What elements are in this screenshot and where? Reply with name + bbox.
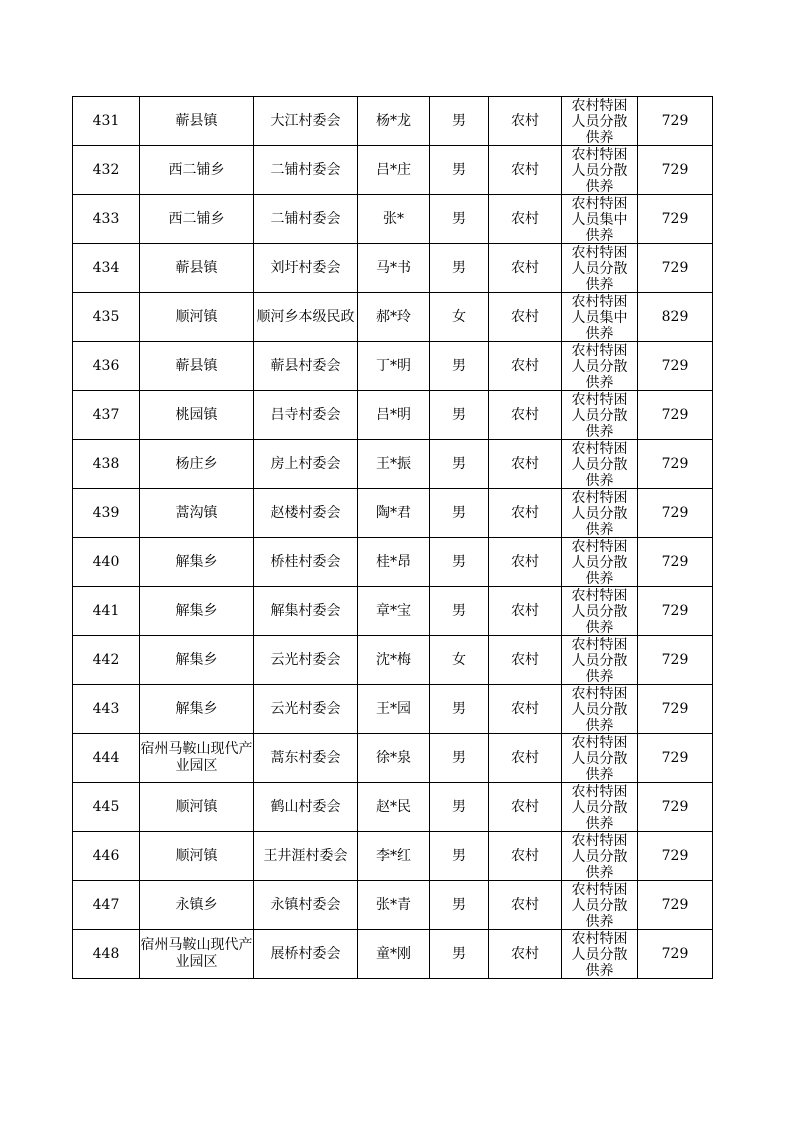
cell-amount: 729 xyxy=(638,244,713,293)
support-category-text: 农村特困人员分散供养 xyxy=(571,489,628,537)
cell-support-category xyxy=(562,783,638,832)
cell-support-category xyxy=(562,342,638,391)
cell-serial-number: 437 xyxy=(73,391,140,440)
cell-amount: 729 xyxy=(638,489,713,538)
table-row xyxy=(73,391,713,440)
cell-area-type: 农村 xyxy=(489,832,562,881)
cell-area-type: 农村 xyxy=(489,440,562,489)
cell-amount: 729 xyxy=(638,538,713,587)
cell-gender: 女 xyxy=(430,636,489,685)
cell-gender: 男 xyxy=(430,489,489,538)
cell-area-type: 农村 xyxy=(489,342,562,391)
cell-serial-number: 433 xyxy=(73,195,140,244)
table-row xyxy=(73,734,713,783)
cell-amount: 729 xyxy=(638,685,713,734)
support-category-text: 农村特困人员分散供养 xyxy=(571,881,628,929)
cell-amount: 729 xyxy=(638,930,713,979)
cell-person-name: 章*宝 xyxy=(358,587,430,636)
support-category-text: 农村特困人员分散供养 xyxy=(571,930,628,978)
cell-support-category xyxy=(562,440,638,489)
cell-support-category xyxy=(562,293,638,342)
cell-gender: 男 xyxy=(430,244,489,293)
cell-area-type: 农村 xyxy=(489,489,562,538)
cell-village-committee: 赵楼村委会 xyxy=(254,489,358,538)
cell-area-type: 农村 xyxy=(489,587,562,636)
cell-village-committee: 顺河乡本级民政 xyxy=(254,293,358,342)
support-category-text: 农村特困人员分散供养 xyxy=(571,342,628,390)
cell-serial-number: 441 xyxy=(73,587,140,636)
cell-gender: 男 xyxy=(430,146,489,195)
cell-amount: 729 xyxy=(638,195,713,244)
support-category-text: 农村特困人员集中供养 xyxy=(571,195,628,243)
cell-person-name: 陶*君 xyxy=(358,489,430,538)
cell-township: 解集乡 xyxy=(140,538,254,587)
cell-village-committee: 蕲县村委会 xyxy=(254,342,358,391)
support-category-text: 农村特困人员分散供养 xyxy=(571,97,628,145)
cell-township: 杨庄乡 xyxy=(140,440,254,489)
cell-support-category xyxy=(562,146,638,195)
cell-village-committee: 解集村委会 xyxy=(254,587,358,636)
cell-gender: 男 xyxy=(430,97,489,146)
cell-village-committee: 王井涯村委会 xyxy=(254,832,358,881)
cell-village-committee: 蒿东村委会 xyxy=(254,734,358,783)
cell-amount: 729 xyxy=(638,342,713,391)
cell-person-name: 李*红 xyxy=(358,832,430,881)
cell-amount: 729 xyxy=(638,587,713,636)
beneficiary-table xyxy=(72,96,713,979)
cell-amount: 729 xyxy=(638,440,713,489)
cell-serial-number: 444 xyxy=(73,734,140,783)
cell-area-type: 农村 xyxy=(489,146,562,195)
cell-person-name: 吕*庄 xyxy=(358,146,430,195)
cell-township: 解集乡 xyxy=(140,685,254,734)
cell-support-category xyxy=(562,489,638,538)
cell-village-committee: 房上村委会 xyxy=(254,440,358,489)
cell-serial-number: 442 xyxy=(73,636,140,685)
cell-serial-number: 448 xyxy=(73,930,140,979)
cell-area-type: 农村 xyxy=(489,685,562,734)
cell-gender: 男 xyxy=(430,783,489,832)
cell-amount: 729 xyxy=(638,832,713,881)
cell-serial-number: 431 xyxy=(73,97,140,146)
table-body xyxy=(73,97,713,979)
cell-gender: 男 xyxy=(430,685,489,734)
table-row xyxy=(73,587,713,636)
cell-village-committee: 大江村委会 xyxy=(254,97,358,146)
cell-serial-number: 445 xyxy=(73,783,140,832)
cell-gender: 男 xyxy=(430,734,489,783)
cell-amount: 729 xyxy=(638,783,713,832)
cell-support-category xyxy=(562,391,638,440)
cell-person-name: 桂*昂 xyxy=(358,538,430,587)
cell-area-type: 农村 xyxy=(489,783,562,832)
cell-support-category xyxy=(562,636,638,685)
cell-serial-number: 447 xyxy=(73,881,140,930)
cell-village-committee: 桥桂村委会 xyxy=(254,538,358,587)
cell-person-name: 张*青 xyxy=(358,881,430,930)
cell-township: 蕲县镇 xyxy=(140,244,254,293)
cell-amount: 829 xyxy=(638,293,713,342)
cell-serial-number: 432 xyxy=(73,146,140,195)
support-category-text: 农村特困人员分散供养 xyxy=(571,636,628,684)
table-row xyxy=(73,930,713,979)
cell-serial-number: 446 xyxy=(73,832,140,881)
table-row xyxy=(73,538,713,587)
cell-gender: 男 xyxy=(430,930,489,979)
cell-area-type: 农村 xyxy=(489,734,562,783)
support-category-text: 农村特困人员分散供养 xyxy=(571,440,628,488)
cell-village-committee: 二铺村委会 xyxy=(254,195,358,244)
cell-amount: 729 xyxy=(638,734,713,783)
cell-amount: 729 xyxy=(638,146,713,195)
cell-serial-number: 435 xyxy=(73,293,140,342)
support-category-text: 农村特困人员分散供养 xyxy=(571,685,628,733)
support-category-text: 农村特困人员分散供养 xyxy=(571,734,628,782)
cell-gender: 男 xyxy=(430,342,489,391)
cell-township: 解集乡 xyxy=(140,587,254,636)
cell-support-category xyxy=(562,195,638,244)
support-category-text: 农村特困人员分散供养 xyxy=(571,244,628,292)
cell-township: 桃园镇 xyxy=(140,391,254,440)
support-category-text: 农村特困人员集中供养 xyxy=(571,293,628,341)
cell-gender: 男 xyxy=(430,881,489,930)
cell-area-type: 农村 xyxy=(489,881,562,930)
cell-person-name: 王*振 xyxy=(358,440,430,489)
cell-person-name: 郝*玲 xyxy=(358,293,430,342)
cell-support-category xyxy=(562,832,638,881)
table-row xyxy=(73,97,713,146)
cell-gender: 男 xyxy=(430,538,489,587)
table-row xyxy=(73,881,713,930)
cell-support-category xyxy=(562,685,638,734)
cell-serial-number: 434 xyxy=(73,244,140,293)
cell-gender: 男 xyxy=(430,440,489,489)
cell-amount: 729 xyxy=(638,97,713,146)
table-row xyxy=(73,146,713,195)
cell-gender: 男 xyxy=(430,195,489,244)
cell-serial-number: 436 xyxy=(73,342,140,391)
cell-support-category xyxy=(562,881,638,930)
cell-serial-number: 439 xyxy=(73,489,140,538)
table-row xyxy=(73,195,713,244)
cell-village-committee: 二铺村委会 xyxy=(254,146,358,195)
table-row xyxy=(73,440,713,489)
cell-township: 蒿沟镇 xyxy=(140,489,254,538)
cell-gender: 男 xyxy=(430,391,489,440)
table-row xyxy=(73,244,713,293)
cell-village-committee: 永镇村委会 xyxy=(254,881,358,930)
support-category-text: 农村特困人员分散供养 xyxy=(571,587,628,635)
cell-amount: 729 xyxy=(638,881,713,930)
cell-person-name: 童*刚 xyxy=(358,930,430,979)
cell-township: 顺河镇 xyxy=(140,832,254,881)
cell-area-type: 农村 xyxy=(489,244,562,293)
cell-person-name: 马*书 xyxy=(358,244,430,293)
cell-gender: 女 xyxy=(430,293,489,342)
cell-area-type: 农村 xyxy=(489,293,562,342)
cell-amount: 729 xyxy=(638,636,713,685)
cell-gender: 男 xyxy=(430,832,489,881)
support-category-text: 农村特困人员分散供养 xyxy=(571,783,628,831)
cell-township: 顺河镇 xyxy=(140,293,254,342)
cell-area-type: 农村 xyxy=(489,195,562,244)
support-category-text: 农村特困人员分散供养 xyxy=(571,391,628,439)
table-row xyxy=(73,342,713,391)
cell-serial-number: 440 xyxy=(73,538,140,587)
support-category-text: 农村特困人员分散供养 xyxy=(571,538,628,586)
cell-serial-number: 443 xyxy=(73,685,140,734)
cell-person-name: 杨*龙 xyxy=(358,97,430,146)
cell-person-name: 丁*明 xyxy=(358,342,430,391)
cell-person-name: 徐*泉 xyxy=(358,734,430,783)
cell-township: 永镇乡 xyxy=(140,881,254,930)
cell-support-category xyxy=(562,244,638,293)
cell-village-committee: 吕寺村委会 xyxy=(254,391,358,440)
cell-amount: 729 xyxy=(638,391,713,440)
cell-person-name: 赵*民 xyxy=(358,783,430,832)
cell-person-name: 吕*明 xyxy=(358,391,430,440)
cell-township: 西二铺乡 xyxy=(140,146,254,195)
cell-person-name: 张* xyxy=(358,195,430,244)
cell-area-type: 农村 xyxy=(489,636,562,685)
cell-person-name: 沈*梅 xyxy=(358,636,430,685)
cell-support-category xyxy=(562,538,638,587)
cell-township: 蕲县镇 xyxy=(140,342,254,391)
support-category-text: 农村特困人员分散供养 xyxy=(571,146,628,194)
cell-village-committee: 刘圩村委会 xyxy=(254,244,358,293)
cell-gender: 男 xyxy=(430,587,489,636)
cell-area-type: 农村 xyxy=(489,930,562,979)
cell-area-type: 农村 xyxy=(489,538,562,587)
cell-person-name: 王*园 xyxy=(358,685,430,734)
cell-township: 西二铺乡 xyxy=(140,195,254,244)
cell-township: 蕲县镇 xyxy=(140,97,254,146)
table-row xyxy=(73,489,713,538)
cell-area-type: 农村 xyxy=(489,97,562,146)
support-category-text: 农村特困人员分散供养 xyxy=(571,832,628,880)
cell-village-committee: 云光村委会 xyxy=(254,685,358,734)
table-row xyxy=(73,832,713,881)
table-row xyxy=(73,783,713,832)
cell-support-category xyxy=(562,587,638,636)
cell-township: 顺河镇 xyxy=(140,783,254,832)
table-row xyxy=(73,293,713,342)
cell-support-category xyxy=(562,97,638,146)
cell-township: 解集乡 xyxy=(140,636,254,685)
table-row xyxy=(73,636,713,685)
cell-village-committee: 展桥村委会 xyxy=(254,930,358,979)
cell-area-type: 农村 xyxy=(489,391,562,440)
table-row xyxy=(73,685,713,734)
cell-support-category xyxy=(562,734,638,783)
cell-support-category xyxy=(562,930,638,979)
cell-township: 宿州马鞍山现代产业园区 xyxy=(140,734,254,783)
cell-village-committee: 云光村委会 xyxy=(254,636,358,685)
cell-serial-number: 438 xyxy=(73,440,140,489)
cell-village-committee: 鹤山村委会 xyxy=(254,783,358,832)
cell-township: 宿州马鞍山现代产业园区 xyxy=(140,930,254,979)
